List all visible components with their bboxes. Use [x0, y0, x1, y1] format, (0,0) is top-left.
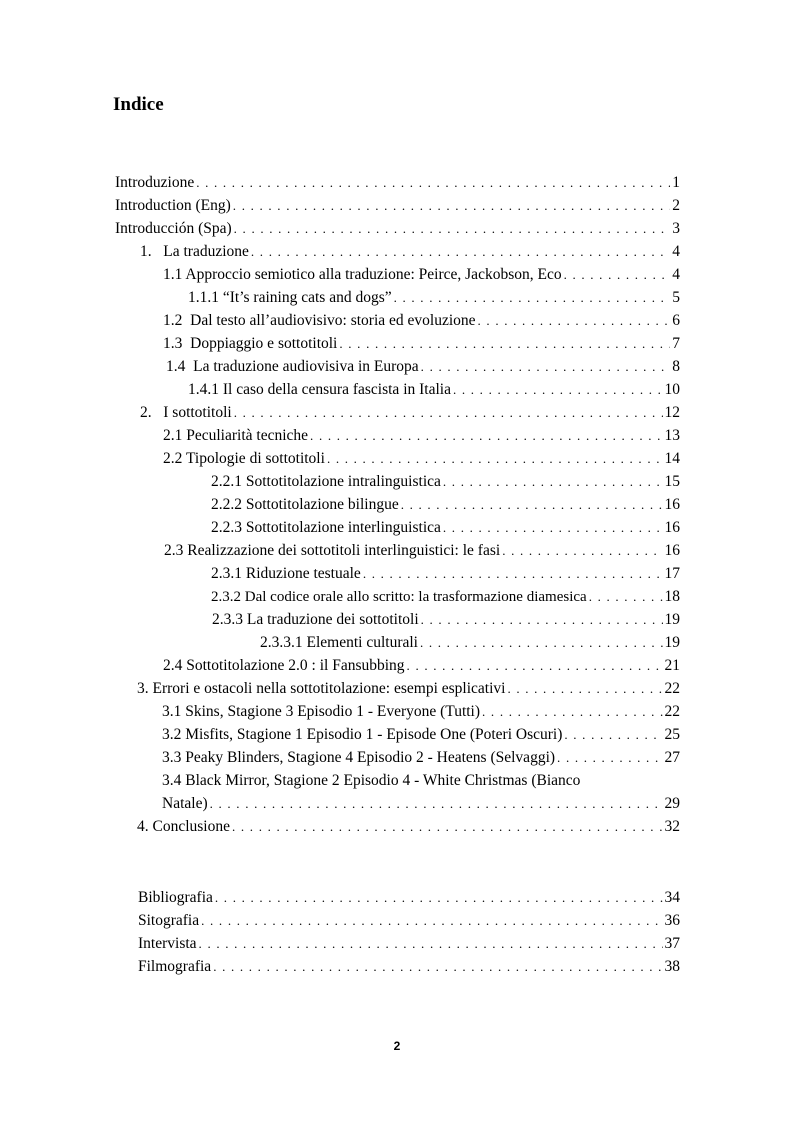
- toc-entry-intervista[interactable]: [138, 933, 680, 955]
- toc-page: 5: [672, 289, 680, 306]
- toc-entry-1-4-1[interactable]: [188, 379, 680, 401]
- toc-label: 1.4 La traduzione audiovisiva in Europa: [166, 358, 419, 375]
- toc-leader: [327, 448, 663, 470]
- toc-label: 3.3 Peaky Blinders, Stagione 4 Episodio 2 - Heatens (Selvaggi): [162, 749, 556, 766]
- toc-page: 2: [672, 197, 680, 214]
- toc-leader: [210, 793, 663, 815]
- toc-label: 2.2.1 Sottotitolazione intralinguistica: [211, 473, 441, 490]
- toc-label: 2.3.3.1 Elementi culturali: [260, 634, 418, 651]
- toc-page: 19: [664, 611, 680, 628]
- toc-leader: [232, 816, 663, 838]
- toc-leader: [201, 910, 662, 932]
- toc-entry-2-3-2[interactable]: [211, 586, 680, 608]
- toc-label: Introduzione: [115, 174, 195, 191]
- toc-entry-introduction-eng[interactable]: [115, 195, 680, 217]
- toc-leader: [339, 333, 670, 355]
- toc-label: 2.1 Peculiarità tecniche: [163, 427, 309, 444]
- toc-entry-chapter-4[interactable]: [137, 816, 680, 838]
- toc-page: 16: [664, 519, 680, 536]
- toc-entry-2-3-3[interactable]: [212, 609, 680, 631]
- toc-entry-1-1-1[interactable]: [188, 287, 680, 309]
- toc-page: 38: [664, 958, 680, 975]
- toc-page: 19: [664, 634, 680, 651]
- toc-entry-1-2[interactable]: [163, 310, 680, 332]
- toc-page: 37: [664, 935, 680, 952]
- toc-leader: [310, 425, 662, 447]
- toc-leader: [407, 655, 663, 677]
- toc-label: Intervista: [138, 935, 197, 952]
- toc-page: 36: [664, 912, 680, 929]
- toc-entry-3-3[interactable]: [162, 747, 680, 769]
- toc-leader: [564, 724, 662, 746]
- toc-entry-introduccion-spa[interactable]: [115, 218, 680, 240]
- toc-label: Natale): [162, 795, 208, 812]
- toc-label: 3.4 Black Mirror, Stagione 2 Episodio 4 - White Christmas (Bianco: [162, 772, 581, 789]
- toc-page: 12: [664, 404, 680, 421]
- toc-leader: [482, 701, 662, 723]
- toc-entry-2-3-1[interactable]: [211, 563, 680, 585]
- toc-entry-2-2-2[interactable]: [211, 494, 680, 516]
- toc-entry-2-2[interactable]: [163, 448, 680, 470]
- toc-page: 16: [664, 496, 680, 513]
- toc-leader: [251, 241, 670, 263]
- toc-page: 18: [664, 588, 680, 605]
- toc-leader: [589, 586, 663, 608]
- toc-label: 3. Errori e ostacoli nella sottotitolazione: esempi esplicativi: [137, 680, 506, 697]
- toc-page: 15: [664, 473, 680, 490]
- toc-label: 2.3.1 Riduzione testuale: [211, 565, 361, 582]
- toc-label: 1.3 Doppiaggio e sottotitoli: [163, 335, 338, 352]
- toc-entry-chapter-1[interactable]: [140, 241, 680, 263]
- toc-label: 1. La traduzione: [140, 243, 249, 260]
- page-number: 2: [393, 1039, 401, 1053]
- toc-page: 4: [672, 243, 680, 260]
- toc-entry-chapter-3[interactable]: [137, 678, 680, 700]
- toc-page: 7: [672, 335, 680, 352]
- toc-entry-2-1[interactable]: [163, 425, 680, 447]
- toc-label: Introducción (Spa): [115, 220, 232, 237]
- page-title: Indice: [113, 94, 164, 115]
- toc-leader: [196, 172, 670, 194]
- toc-label: 1.1.1 “It’s raining cats and dogs”: [188, 289, 392, 306]
- toc-label: 1.4.1 Il caso della censura fascista in Italia: [188, 381, 451, 398]
- toc-entry-1-1[interactable]: [163, 264, 680, 286]
- toc-entry-1-4[interactable]: [166, 356, 680, 378]
- toc-leader: [234, 218, 671, 240]
- toc-page: 3: [672, 220, 680, 237]
- toc-entry-2-3[interactable]: [164, 540, 680, 562]
- toc-leader: [215, 887, 663, 909]
- toc-label: 2.3.3 La traduzione dei sottotitoli: [212, 611, 419, 628]
- toc-entry-sitografia[interactable]: [138, 910, 680, 932]
- toc-label: 2.2.2 Sottotitolazione bilingue: [211, 496, 399, 513]
- toc-page: 21: [664, 657, 680, 674]
- toc-label: 2.2.3 Sottotitolazione interlinguistica: [211, 519, 441, 536]
- toc-leader: [213, 956, 662, 978]
- toc-page: 29: [664, 795, 680, 812]
- toc-entry-2-4[interactable]: [163, 655, 680, 677]
- toc-leader: [443, 471, 663, 493]
- toc-page: 6: [672, 312, 680, 329]
- toc-entry-3-1[interactable]: [162, 701, 680, 723]
- toc-label: 4. Conclusione: [137, 818, 230, 835]
- toc-leader: [394, 287, 671, 309]
- toc-page: 13: [664, 427, 680, 444]
- toc-label: 2.2 Tipologie di sottotitoli: [163, 450, 325, 467]
- toc-leader: [443, 517, 663, 539]
- toc-entry-1-3[interactable]: [163, 333, 680, 355]
- toc-entry-bibliografia[interactable]: [138, 887, 680, 909]
- toc-label: 1.1 Approccio semiotico alla traduzione: Peirce, Jackobson, Eco: [163, 266, 562, 283]
- toc-leader: [421, 356, 671, 378]
- toc-page: 10: [664, 381, 680, 398]
- toc-page: 32: [664, 818, 680, 835]
- toc-entry-3-4-line2[interactable]: [162, 793, 680, 815]
- toc-page: 8: [672, 358, 680, 375]
- toc-leader: [421, 609, 663, 631]
- toc-label: 2.3.2 Dal codice orale allo scritto: la trasformazione diamesica: [211, 589, 587, 605]
- toc-label: Filmografia: [138, 958, 212, 975]
- toc-leader: [363, 563, 663, 585]
- toc-page: 4: [672, 266, 680, 283]
- toc-leader: [199, 933, 663, 955]
- toc-page: 1: [672, 174, 680, 191]
- toc-leader: [234, 402, 663, 424]
- toc-entry-2-2-1[interactable]: [211, 471, 680, 493]
- toc-leader: [233, 195, 670, 217]
- toc-page: 25: [664, 726, 680, 743]
- toc-label: Bibliografia: [138, 889, 213, 906]
- toc-leader: [453, 379, 663, 401]
- toc-page: 34: [664, 889, 680, 906]
- toc-leader: [478, 310, 671, 332]
- toc-entry-filmografia[interactable]: [138, 956, 680, 978]
- toc-page: 22: [664, 703, 680, 720]
- toc-page: 16: [664, 542, 680, 559]
- toc-label: 3.1 Skins, Stagione 3 Episodio 1 - Everyone (Tutti): [162, 703, 481, 720]
- toc-leader: [507, 678, 662, 700]
- toc-entry-introduzione[interactable]: [115, 172, 680, 194]
- toc-leader: [564, 264, 671, 286]
- toc-entry-3-4-line1[interactable]: [162, 770, 680, 792]
- toc-entry-chapter-2[interactable]: [140, 402, 680, 424]
- toc-page: 14: [664, 450, 680, 467]
- toc-label: Introduction (Eng): [115, 197, 231, 214]
- toc-label: Sitografia: [138, 912, 200, 929]
- toc-label: 2.3 Realizzazione dei sottotitoli interlinguistici: le fasi: [164, 542, 501, 559]
- toc-leader: [420, 632, 663, 654]
- toc-entry-2-2-3[interactable]: [211, 517, 680, 539]
- toc-leader: [502, 540, 662, 562]
- toc-page: 17: [664, 565, 680, 582]
- toc-leader: [557, 747, 662, 769]
- toc-entry-3-2[interactable]: [162, 724, 680, 746]
- toc-label: 2. I sottotitoli: [140, 404, 232, 421]
- toc-leader: [401, 494, 663, 516]
- toc-page: 27: [664, 749, 680, 766]
- toc-label: 2.4 Sottotitolazione 2.0 : il Fansubbing: [163, 657, 405, 674]
- toc-label: 3.2 Misfits, Stagione 1 Episodio 1 - Episode One (Poteri Oscuri): [162, 726, 563, 743]
- toc-entry-2-3-3-1[interactable]: [260, 632, 680, 654]
- toc-label: 1.2 Dal testo all’audiovisivo: storia ed evoluzione: [163, 312, 476, 329]
- toc-page: 22: [664, 680, 680, 697]
